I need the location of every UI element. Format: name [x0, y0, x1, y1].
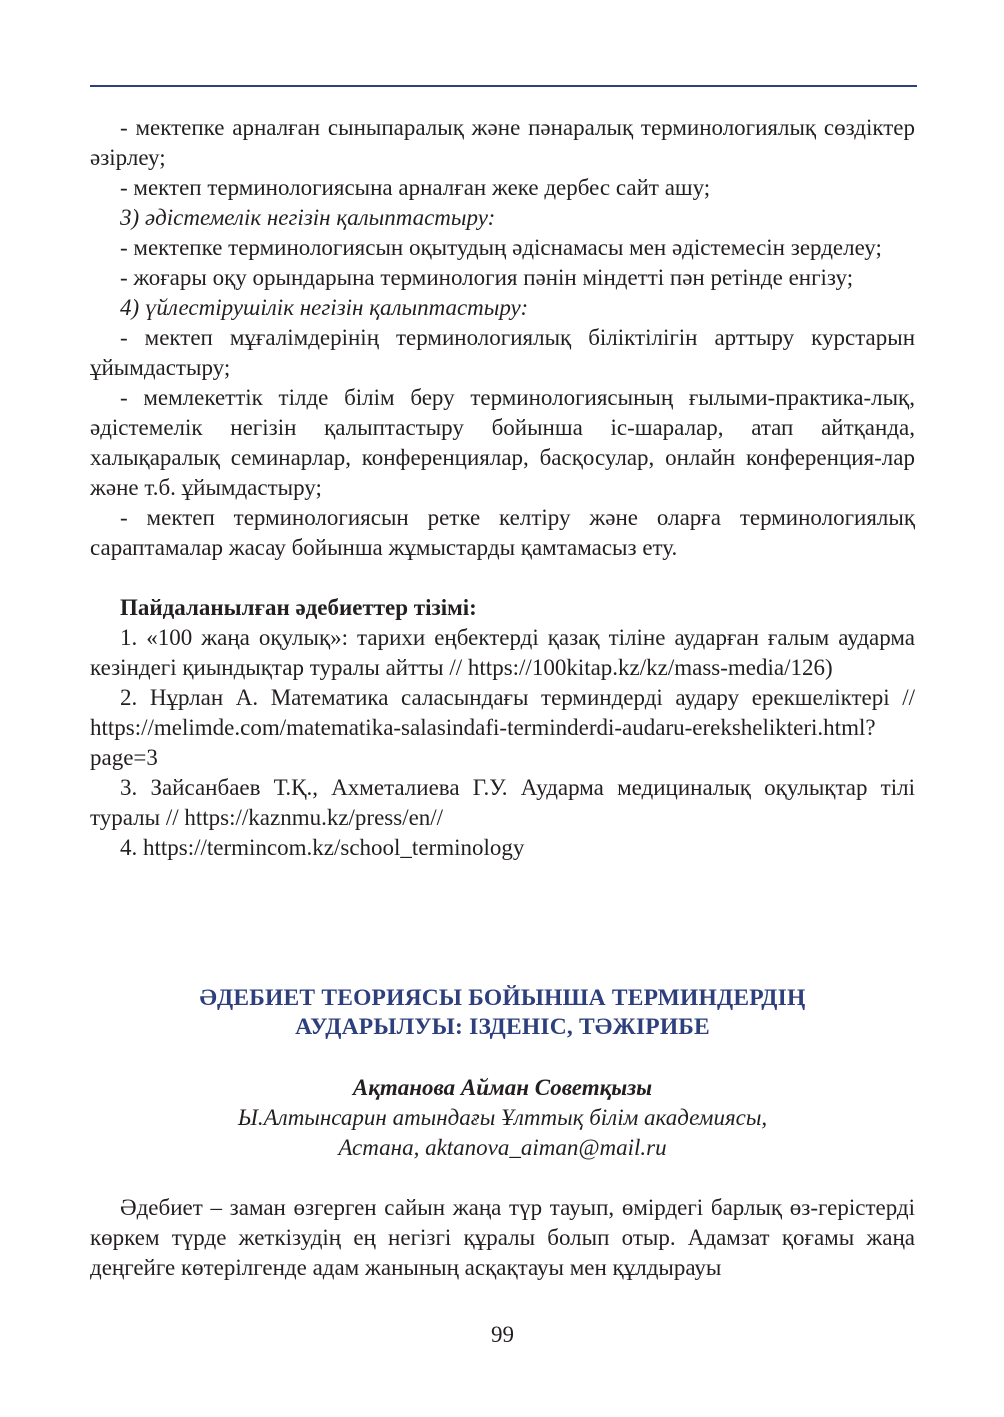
- references-heading: Пайдаланылған әдебиеттер тізімі:: [120, 595, 477, 620]
- list-item: - жоғары оқу орындарына терминология пәнін міндетті пән ретінде енгізу;: [120, 265, 854, 290]
- author-name: Ақтанова Айман Советқызы: [352, 1075, 653, 1100]
- article-title: [90, 984, 915, 1042]
- article-title-line: ӘДЕБИЕТ ТЕОРИЯСЫ БОЙЫНША ТЕРМИНДЕРДІҢ: [199, 985, 806, 1011]
- author-location: Астана, aktanova_aiman@mail.ru: [338, 1135, 667, 1160]
- page-number: 99: [491, 1322, 514, 1347]
- reference-item: 2. Нұрлан А. Математика саласындағы терминдерді аудару ерекшеліктері // https://melimde.com/matematika-salasindafi-terminderdi-audaru-erekshelikteri.html?page=3: [90, 685, 915, 770]
- list-item: - мектеп терминологиясын ретке келтіру және оларға терминологиялық сараптамалар жасау бойынша жұмыстарды қамтамасыз ету.: [90, 505, 915, 560]
- article-body: [90, 1193, 915, 1283]
- article-title-line: АУДАРЫЛУЫ: ІЗДЕНІС, ТӘЖІРИБЕ: [295, 1014, 710, 1040]
- author-affiliation: Ы.Алтынсарин атындағы Ұлттық білім академиясы,: [237, 1105, 768, 1130]
- subheading: 4) үйлестірушілік негізін қалыптастыру:: [120, 295, 529, 320]
- list-item: - мектеп терминологиясына арналған жеке дербес сайт ашу;: [120, 175, 711, 200]
- reference-item: 3. Зайсанбаев Т.Қ., Ахметалиева Г.У. Аударма медициналық оқулықтар тілі туралы // https://kaznmu.kz/press/en//: [90, 775, 915, 830]
- author-block: [90, 1073, 915, 1163]
- header-rule: [90, 85, 917, 87]
- list-item: - мемлекеттік тілде білім беру терминологиясының ғылыми-практика-лық, әдістемелік негізін қалыптастыру бойынша іс-шаралар, атап айтқанда, халықаралық семинарлар, конференциялар, басқосулар, онлайн конференция-лар және т.б. ұйымдастыру;: [90, 385, 915, 500]
- list-item: - мектепке арналған сыныпаралық және пәнаралық терминологиялық сөздіктер әзірлеу;: [90, 115, 915, 170]
- list-item: - мектеп мұғалімдерінің терминологиялық біліктілігін арттыру курстарын ұйымдастыру;: [90, 325, 915, 380]
- page-body: [90, 113, 915, 863]
- reference-item: 4. https://termincom.kz/school_terminology: [120, 835, 525, 860]
- subheading: 3) әдістемелік негізін қалыптастыру:: [120, 205, 496, 230]
- list-item: - мектепке терминологиясын оқытудың әдіснамасы мен әдістемесін зерделеу;: [120, 235, 882, 260]
- reference-item: 1. «100 жаңа оқулық»: тарихи еңбектерді қазақ тіліне аударған ғалым аударма кезіндегі қиындықтар туралы айтты // https://100kitap.kz/kz/mass-media/126): [90, 625, 915, 680]
- paragraph: Әдебиет – заман өзгерген сайын жаңа түр тауып, өмірдегі барлық өз-герістерді көркем түрде жеткізудің ең негізгі құралы болып отыр. Адамзат қоғамы жаңа деңгейге көтерілгенде адам жанының асқақтауы мен құлдырауы: [90, 1195, 915, 1280]
